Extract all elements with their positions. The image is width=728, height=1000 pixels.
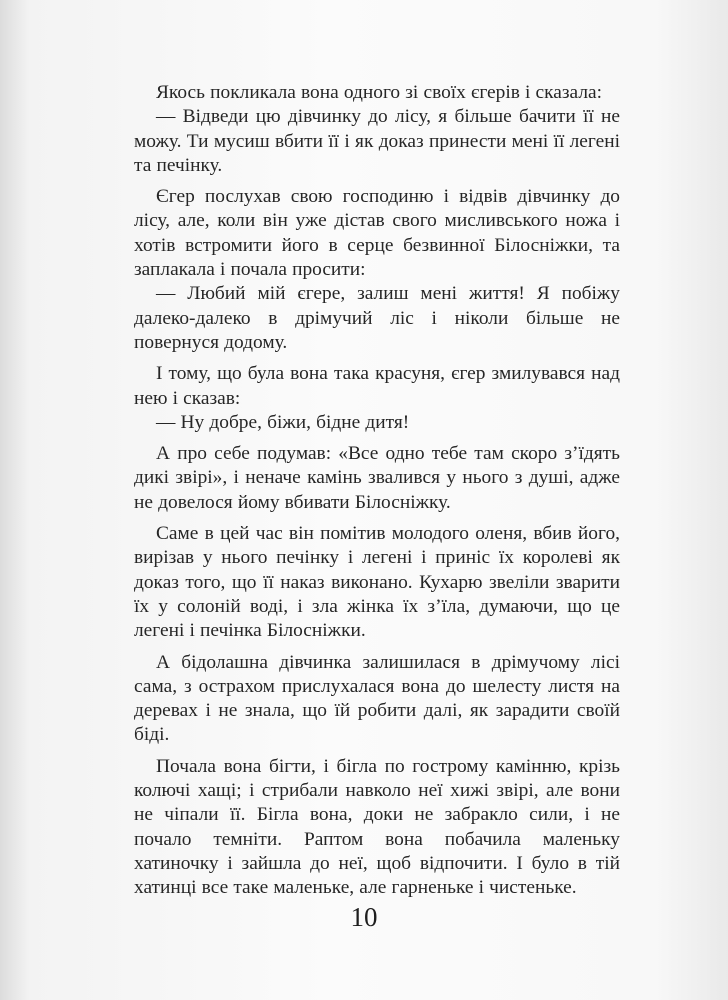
paragraph: Якось покликала вона одного зі своїх єгерів і сказала: [156, 82, 603, 103]
paragraph: — Відведи цю дівчинку до лісу, я більше бачити її не можу. Ти мусиш вбити її і як доказ принести мені її легені та печінку. [134, 106, 620, 176]
paragraph: І тому, що була вона така красуня, єгер змилувався над нею і сказав: [134, 363, 620, 409]
paragraph: А бідолашна дівчинка залишилася в дрімучому лісі сама, з острахом прислухалася вона до шелесту листя на деревах і не знала, що їй робити далі, як зарадити своїй біді. [134, 651, 620, 746]
page-number: 10 [350, 902, 378, 932]
story-text [134, 81, 620, 901]
paragraph: Почала вона бігти, і бігла по гострому камінню, крізь колючі хащі; і стрибали навколо неї хижі звірі, але вони не чіпали її. Бігла вона, доки не забракло сили, і не почало темніти. Раптом вона побачила маленьку хатиночку і зайшла до неї, щоб відпочити. І було в тій хатинці все таке маленьке, але гарненьке і чистеньке. [134, 755, 620, 899]
paragraph: — Любий мій єгере, залиш мені життя! Я побіжу далеко-далеко в дрімучий ліс і ніколи більше не повернуся додому. [134, 283, 620, 353]
paragraph: — Ну добре, біжи, бідне дитя! [156, 411, 410, 433]
paragraph: Саме в цей час він помітив молодого оленя, вбив його, вирізав у нього печінку і легені і приніс їх королеві як доказ того, що її наказ виконано. Кухарю звеліли зварити їх у солоній воді, і зла жінка їх з’їла, думаючи, що це легені і печінка Білосніжки. [134, 523, 620, 642]
paragraph: Єгер послухав свою господиню і відвів дівчинку до лісу, але, коли він уже дістав свого мисливського ножа і хотів встромити його в серце безвинної Білосніжки, та заплакала і почала просити: [134, 186, 620, 281]
paragraph: А про себе подумав: «Все одно тебе там скоро з’їдять дикі звірі», і неначе камінь звалився у нього з душі, адже не довелося йому вбивати Білосніжку. [134, 443, 620, 513]
